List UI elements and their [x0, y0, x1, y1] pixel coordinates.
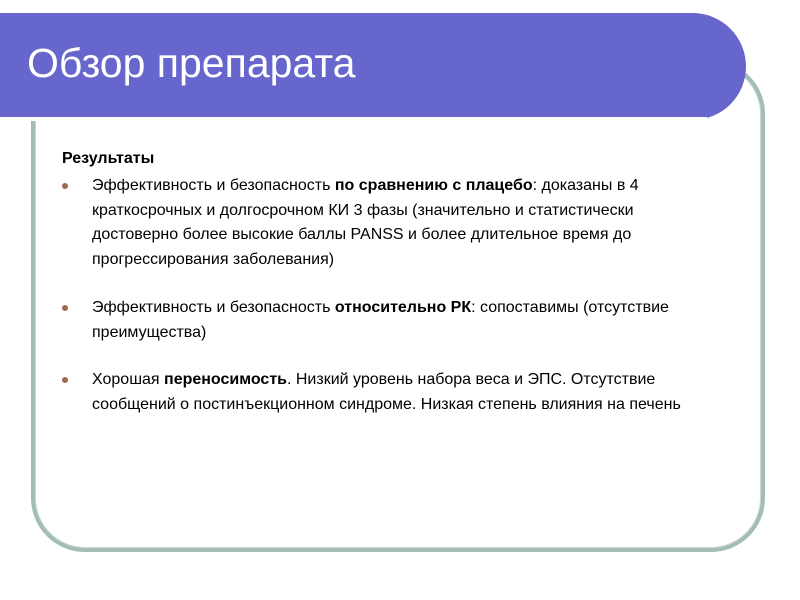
- list-item: [62, 174, 702, 272]
- round-dot-icon: [62, 377, 68, 383]
- page-title: Обзор препарата: [27, 40, 356, 86]
- bullet-text-post: : доказаны в 4 краткосрочных и долгосрочном КИ 3 фазы (значительно и статистически достоверно более высокие баллы PANSS и более длительное время до прогрессирования заболевания): [92, 177, 639, 268]
- bullet-list: [62, 174, 702, 441]
- bullet-text-pre: Хорошая: [92, 371, 165, 388]
- round-dot-icon: [62, 305, 68, 311]
- bullet-text-bold: по сравнению с плацебо: [334, 177, 533, 194]
- bullet-text: [92, 174, 702, 272]
- bullet-text-post: : сопоставимы (отсутствие преимущества): [92, 299, 669, 341]
- bullet-text-pre: Эффективность и безопасность: [92, 299, 335, 316]
- bullet-text-bold: относительно РК: [334, 299, 472, 316]
- bullet-text-post: . Низкий уровень набора веса и ЭПС. Отсутствие сообщений о постинъекционном синдроме. Низкая степень влияния на печень: [92, 371, 681, 413]
- section-heading: Результаты: [62, 150, 155, 167]
- list-item: [62, 368, 702, 417]
- title-underline: [0, 117, 707, 121]
- bullet-text: [92, 296, 702, 345]
- bullet-text-pre: Эффективность и безопасность: [92, 177, 335, 194]
- bullet-text: [92, 368, 702, 417]
- round-dot-icon: [62, 183, 68, 189]
- list-item: [62, 296, 702, 345]
- bullet-text-bold: переносимость: [164, 371, 287, 388]
